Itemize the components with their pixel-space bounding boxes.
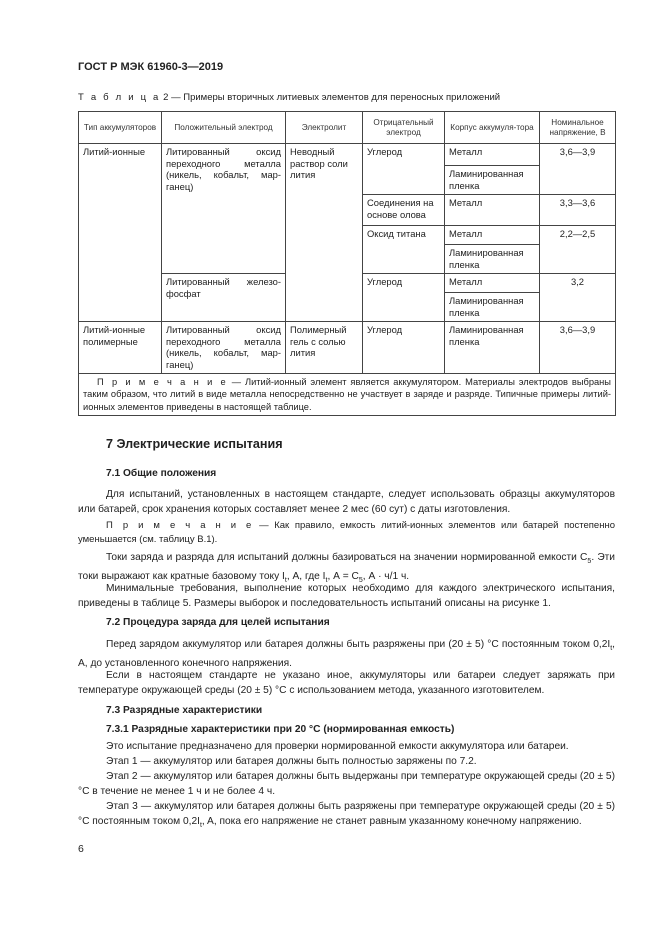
paragraph: Для испытаний, установленных в настоящем стандарте, следует использовать образцы аккумуляторов или батарей, срок хранения которых составляет менее 2 мес (60 сут) с даты изготовления.: [78, 489, 615, 516]
cell-negative: Оксид титана: [363, 226, 445, 274]
paragraph: Перед зарядом аккумулятор или батарея должны быть разряжены при (20 ± 5) °С постоянным током $0,2I_t$, А, до установленного конечного напряжения.: [78, 639, 615, 670]
cell-voltage: 3,6—3,9: [540, 144, 616, 195]
cell-voltage: 3,2: [540, 274, 616, 322]
cell-positive: Литированный оксид переходного металла (никель, кобальт, мар-ганец): [162, 144, 286, 274]
paragraph: Если в настоящем стандарте не указано иное, аккумуляторы или батареи следует заряжать при температуре окружающей среды (20 ± 5) °С с использованием метода, указанного изготовителем.: [78, 670, 615, 697]
table-row: [79, 322, 616, 374]
table-caption-text: 2 — Примеры вторичных литиевых элементов для переносных приложений: [160, 92, 501, 103]
cell-type: Литий-ионные: [79, 144, 162, 322]
cell-case: Ламинированная пленка: [445, 245, 540, 274]
page-number: 6: [78, 843, 84, 855]
cell-voltage: 3,6—3,9: [540, 322, 616, 374]
paragraph: Токи заряда и разряда для испытаний должны базироваться на значении нормированной емкости $C_5$. Эти токи выражают как кратные базовому току $I_t$, А, где $I_t$, $А = C_5$, А · ч/1 ч.: [78, 552, 615, 585]
cell-electrolyte: Полимерный гель с солью лития: [286, 322, 363, 374]
subsection-title: 7.2 Процедура заряда для целей испытания: [106, 617, 330, 628]
cell-case: Ламинированная пленка: [445, 166, 540, 195]
paragraph: Этап 1 — аккумулятор или батарея должны быть полностью заряжены по 7.2.: [106, 756, 477, 767]
cell-case: Ламинированная пленка: [445, 293, 540, 322]
cell-negative: Углерод: [363, 274, 445, 322]
table-note-lead: П р и м е ч а н и е: [97, 377, 228, 387]
cell-negative: Углерод: [363, 144, 445, 195]
col-header: Тип аккумуляторов: [79, 112, 162, 144]
cell-case: Металл: [445, 226, 540, 245]
cell-voltage: 3,3—3,6: [540, 195, 616, 226]
subsection-title: 7.3.1 Разрядные характеристики при 20 °С (нормированная емкость): [106, 724, 455, 735]
cell-case: Металл: [445, 274, 540, 293]
table-caption: [78, 92, 500, 103]
table-row: [79, 144, 616, 166]
subsection-title: 7.1 Общие положения: [106, 468, 217, 479]
cell-type: Литий-ионные полимерные: [79, 322, 162, 374]
paragraph: Этап 2 — аккумулятор или батарея должны быть выдержаны при температуре окружающей среды (20 ± 5) °С в течение не менее 1 ч и не более 4 ч.: [78, 771, 615, 798]
col-header: Электролит: [286, 112, 363, 144]
cell-case: Ламинированная пленка: [445, 322, 540, 374]
col-header: Корпус аккумуля-тора: [445, 112, 540, 144]
col-header: Положительный электрод: [162, 112, 286, 144]
cell-negative: Соединения на основе олова: [363, 195, 445, 226]
table-note: [79, 374, 616, 416]
cell-electrolyte: Неводный раствор соли лития: [286, 144, 363, 322]
cell-case: Металл: [445, 144, 540, 166]
section-title: 7 Электрические испытания: [106, 437, 283, 451]
cell-voltage: 2,2—2,5: [540, 226, 616, 274]
col-header: Номинальное напряжение, В: [540, 112, 616, 144]
table-caption-lead: Т а б л и ц а: [78, 92, 161, 103]
cell-positive: Литированный железо-фосфат: [162, 274, 286, 322]
table-header-row: [79, 112, 616, 144]
document-header: ГОСТ Р МЭК 61960-3—2019: [78, 61, 224, 73]
lithium-cells-table: [78, 111, 616, 416]
cell-positive: Литированный оксид переходного металла (никель, кобальт, мар-ганец): [162, 322, 286, 374]
note: П р и м е ч а н и е — Как правило, емкость литий-ионных элементов или батарей постепенно уменьшается (см. таблицу В.1).: [78, 520, 615, 545]
cell-negative: Углерод: [363, 322, 445, 374]
paragraph: Минимальные требования, выполнение которых необходимо для каждого электрического испытания, приведены в таблице 5. Размеры выборок и последовательность испытаний описаны на рисунке 1.: [78, 583, 615, 610]
paragraph: Этап 3 — аккумулятор или батарея должны быть разряжены при температуре окружающей среды (20 ± 5) °С постоянным током $0,2I_t$, A, пока его напряжение не станет равным указанному конечному напряжению.: [78, 801, 615, 830]
cell-case: Металл: [445, 195, 540, 226]
table-note-text: — Литий-ионный элемент является аккумулятором. Материалы электродов выбраны таким образом, что литий в виде металла непосредственно не участвует в заряде и разряде. Типичные примеры литий-ионных элементов приведены в настоящей таблице.: [83, 377, 611, 412]
subsection-title: 7.3 Разрядные характеристики: [106, 705, 263, 716]
col-header: Отрицательный электрод: [363, 112, 445, 144]
table-note-row: [79, 374, 616, 416]
paragraph: Это испытание предназначено для проверки нормированной емкости аккумулятора или батареи.: [106, 741, 569, 752]
